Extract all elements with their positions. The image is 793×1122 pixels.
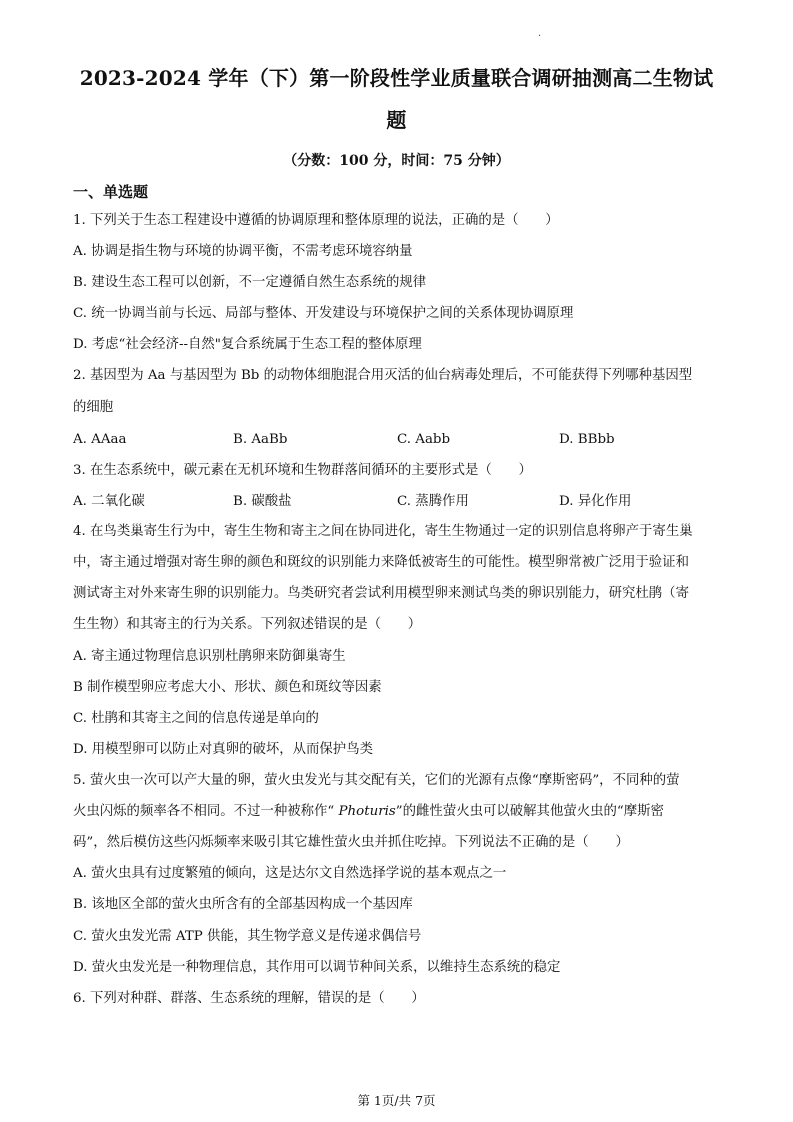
q3-option-a: A. 二氧化碳 — [73, 494, 145, 509]
q4-stem-line-3: 测试寄主对外来寄生卵的识别能力。鸟类研究者尝试利用模型卵来测试鸟类的卵识别能力，研究杜鹃（寄 — [73, 586, 689, 601]
q6-stem: 6. 下列对种群、群落、生态系统的理解，错误的是（ ） — [73, 991, 425, 1006]
exam-info: （分数：100 分，时间：75 分钟） — [283, 153, 510, 169]
q4-option-c: C. 杜鹃和其寄主之间的信息传递是单向的 — [73, 711, 319, 726]
q5-option-b: B. 该地区全部的萤火虫所含有的全部基因构成一个基因库 — [73, 897, 413, 912]
q4-stem-line-4: 生生物）和其寄主的行为关系。下列叙述错误的是（ ） — [73, 617, 422, 632]
q2-stem-line-2: 的细胞 — [73, 400, 114, 415]
q5-option-d: D. 萤火虫发光是一种物理信息，其作用可以调节种间关系，以维持生态系统的稳定 — [73, 960, 561, 975]
section-heading: 一、单选题 — [73, 183, 149, 201]
q5-option-c: C. 萤火虫发光需 ATP 供能，其生物学意义是传递求偶信号 — [73, 929, 422, 944]
q4-option-a: A. 寄主通过物理信息识别杜鹃卵来防御巢寄生 — [73, 649, 346, 664]
q5-stem-line-2-part-c: ”的雌性萤火虫可以破解其他萤火虫的“摩斯密 — [395, 804, 664, 819]
q5-stem-line-2 — [73, 803, 664, 821]
q4-option-d: D. 用模型卵可以防止对真卵的破坏，从而保护鸟类 — [73, 742, 373, 757]
page-title-line-2: 题 — [386, 108, 407, 132]
q5-stem-line-1: 5. 萤火虫一次可以产大量的卵，萤火虫发光与其交配有关，它们的光源有点像“摩斯密码”，不同种的萤 — [73, 773, 680, 788]
q2-option-b: B. AaBb — [233, 432, 288, 447]
page-title-line-1: 2023-2024 学年（下）第一阶段性学业质量联合调研抽测高二生物试 — [79, 66, 714, 90]
page-footer: 第 1页/共 7页 — [357, 1093, 436, 1108]
q5-species-name: Photuris — [338, 804, 396, 819]
q1-option-d: D. 考虑“社会经济--自然"复合系统属于生态工程的整体原理 — [73, 337, 422, 352]
q2-stem-line-1: 2. 基因型为 Aa 与基因型为 Bb 的动物体细胞混合用灭活的仙台病毒处理后，不可能获得下列哪种基因型 — [73, 368, 693, 383]
q1-stem: 1. 下列关于生态工程建设中遵循的协调原理和整体原理的说法，正确的是（ ） — [73, 213, 559, 228]
q3-option-c: C. 蒸腾作用 — [397, 494, 469, 509]
q4-stem-line-1: 4. 在鸟类巢寄生行为中，寄生生物和寄主之间在协同进化，寄生生物通过一定的识别信息将卵产于寄生巢 — [73, 524, 693, 539]
q3-option-d: D. 异化作用 — [559, 494, 632, 509]
q5-stem-line-3: 码”，然后模仿这些闪烁频率来吸引其它雄性萤火虫并抓住吃掉。下列说法不正确的是（ ） — [73, 835, 629, 850]
q2-option-a: A. AAaa — [73, 432, 127, 447]
q3-option-b: B. 碳酸盐 — [233, 494, 292, 509]
q3-stem: 3. 在生态系统中，碳元素在无机环境和生物群落间循环的主要形式是（ ） — [73, 463, 532, 478]
q1-option-a: A. 协调是指生物与环境的协调平衡，不需考虑环境容纳量 — [73, 244, 413, 259]
q2-option-d: D. BBbb — [559, 432, 615, 447]
q5-option-a: A. 萤火虫具有过度繁殖的倾向，这是达尔文自然选择学说的基本观点之一 — [73, 866, 507, 881]
scan-dot: . — [538, 28, 542, 39]
q5-stem-line-2-part-a: 火虫闪烁的频率各不相同。不过一种被称作“ — [73, 804, 339, 819]
q2-option-c: C. Aabb — [397, 432, 451, 447]
q4-stem-line-2: 中，寄主通过增强对寄生卵的颜色和斑纹的识别能力来降低被寄生的可能性。模型卵常被广泛用于验证和 — [73, 555, 689, 570]
q1-option-b: B. 建设生态工程可以创新，不一定遵循自然生态系统的规律 — [73, 275, 427, 290]
q4-option-b: B 制作模型卵应考虑大小、形状、颜色和斑纹等因素 — [73, 680, 382, 695]
q1-option-c: C. 统一协调当前与长远、局部与整体、开发建设与环境保护之间的关系体现协调原理 — [73, 306, 574, 321]
